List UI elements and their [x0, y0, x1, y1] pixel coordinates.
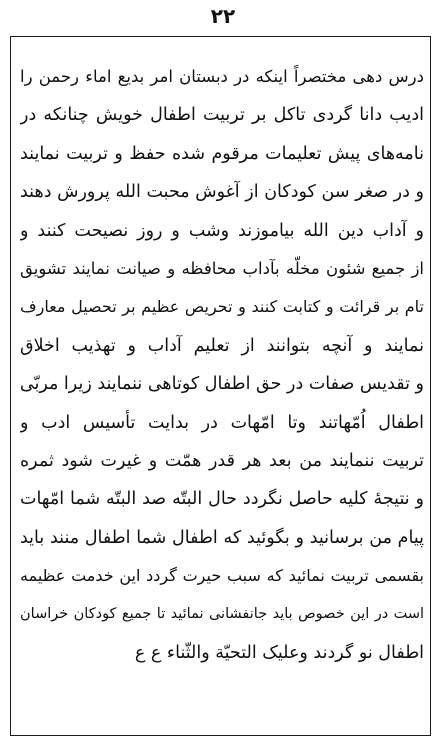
text-line: بقسمی تربیت نمائید که سبب حیرت گردد این خدمت عظیمه	[20, 566, 424, 586]
page-number: ۲۲	[210, 4, 236, 28]
text-line: و نتیجهٔ کلیه حاصل نگردد حال البتّه صد البتّه شما امّهات	[20, 489, 424, 510]
text-line: از جمیع شئون مخلّه بآداب محافظه و صیانت نمایند تشویق	[20, 258, 424, 278]
document-body	[20, 58, 424, 672]
text-line: نمایند و آنچه بتوانند از تعلیم آداب و تهذیب اخلاق	[20, 335, 424, 356]
text-line: نامه‌های پیش تعلیمات مرقوم شده حفظ و تربیت نمایند	[20, 143, 424, 164]
text-line: درس دهی مختصراً اینکه در دبستان امر بدیع اماء رحمن را	[20, 67, 424, 86]
text-line: اطفال نو گردند وعلیک التحیّة والثّناء ع ع	[134, 642, 424, 663]
text-line: و تقدیس صفات در حق اطفال کوتاهی ننمایند زیرا مربّی	[20, 374, 424, 395]
text-line: و آداب دین الله بیاموزند وشب و روز نصیحت کنند و	[20, 220, 424, 241]
text-line: تام بر قرائت و کتابت کنند و تحریص عظیم بر تحصیل معارف	[20, 297, 424, 317]
text-line: پیام من برسانید و بگوئید که اطفال شما اطفال منند باید	[20, 527, 424, 548]
text-line: ادیب دانا گردی تاکل بر تربیت اطفال خویش چنانکه در	[20, 105, 424, 126]
text-line: تربیت ننمایند من بعد هر قدر همّت و غیرت شود ثمره	[20, 450, 424, 471]
text-line: اطفال اُمّهاتند وتا امّهات در بدایت تأسیس ادب و	[20, 412, 424, 433]
text-line: است در این خصوص باید جانفشانی نمائید تا جمیع کودکان خراسان	[20, 606, 424, 623]
text-line: و در صغر سن کودکان از آغوش محبت الله پرورش دهند	[20, 182, 424, 203]
